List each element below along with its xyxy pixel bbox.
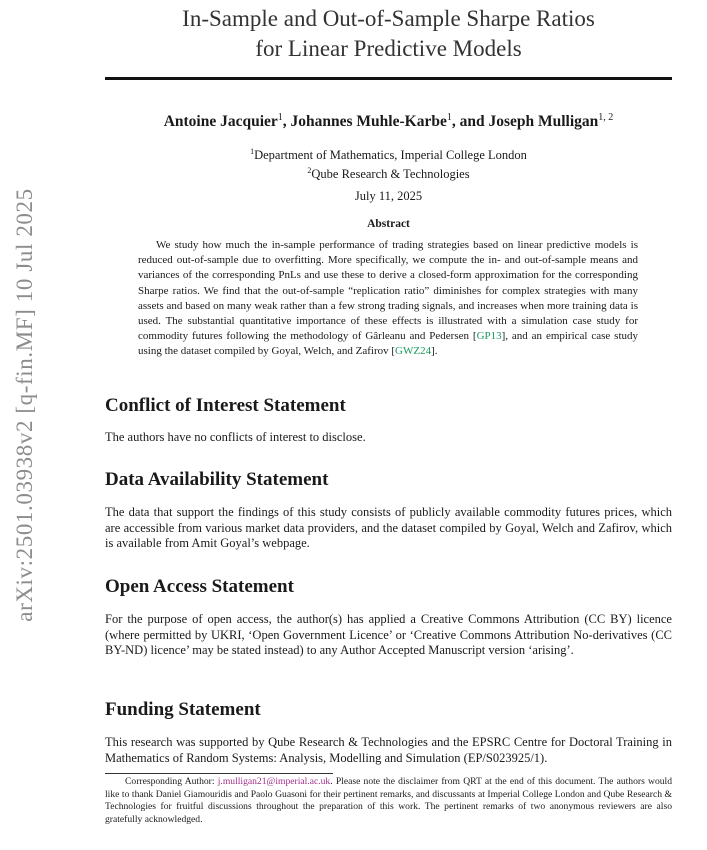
affiliations bbox=[105, 144, 672, 182]
paper-title-line-2: for Linear Predictive Models bbox=[255, 36, 522, 61]
title-rule bbox=[105, 77, 672, 80]
author-list bbox=[105, 112, 672, 131]
author-name: Johannes Muhle-Karbe bbox=[290, 113, 447, 131]
section-body: The data that support the findings of this study consists of publicly available commodity futures prices, which are accessible from various market data providers, and the dataset compiled by Goyal, Welch and Zafirov, which is available from Amit Goyal’s webpage. bbox=[105, 505, 672, 551]
section-heading: Data Availability Statement bbox=[105, 469, 329, 490]
section-body: For the purpose of open access, the author(s) has applied a Creative Commons Attribution (CC BY) licence (where permitted by UKRI, ‘Open Government Licence’ or ‘Creative Commons Attribution No-derivatives (CC BY-ND) licence’ may be stated instead) to any Author Accepted Manuscript version ‘arising’. bbox=[105, 612, 672, 658]
abstract-text: ]. bbox=[431, 345, 438, 358]
arxiv-identifier bbox=[0, 160, 50, 650]
section-open-access bbox=[105, 576, 672, 659]
citation-link[interactable]: GP13 bbox=[476, 330, 502, 343]
affiliation-line bbox=[105, 163, 672, 182]
email-link[interactable]: j.mulligan21@imperial.ac.uk bbox=[217, 776, 331, 787]
paper-title bbox=[105, 4, 672, 64]
affiliation-text: Department of Mathematics, Imperial College London bbox=[254, 148, 527, 163]
section-data-availability bbox=[105, 469, 672, 552]
author-affiliation-mark: 1, 2 bbox=[598, 112, 614, 123]
section-conflict-of-interest bbox=[105, 395, 672, 446]
author-affiliation-mark: 1 bbox=[446, 112, 452, 123]
footnote-text: . Please note the disclaimer from QRT at the end of this document. The authors would like to thank Daniel Giamouridis and Paolo Guasoni for their pertinent remarks, and discussants at Imperial College London and Qube Research & Technologies for fruitful discussions throughout the preparation of this work. The pertinent remarks of two anonymous reviewers are also gratefully acknowledged. bbox=[105, 776, 672, 825]
citation-link[interactable]: GWZ24 bbox=[395, 345, 432, 358]
section-heading: Open Access Statement bbox=[105, 576, 294, 597]
section-body: The authors have no conflicts of interest to disclose. bbox=[105, 430, 366, 444]
paper-title-line-1: In-Sample and Out-of-Sample Sharpe Ratios bbox=[182, 6, 595, 31]
section-funding bbox=[105, 699, 672, 766]
footnote bbox=[105, 776, 672, 826]
footnote-prefix: Corresponding Author: bbox=[125, 776, 218, 787]
publication-date: July 11, 2025 bbox=[354, 189, 423, 203]
author-separator: , and bbox=[451, 113, 489, 131]
author-name: Antoine Jacquier bbox=[163, 113, 278, 131]
abstract-text: We study how much the in-sample performance of trading strategies based on linear predictive models is reduced out-of-sample due to overfitting. More specifically, we compute the in- and out-of-sample means and variances of the corresponding PnLs and use these to derive a closed-form approximation for the corresponding Sharpe ratios. We find that the out-of-sample “replication ratio” diminishes for complex strategies with many assets and based on many weak rather than a few strong trading signals, and increases when more training data is used. The substantial quantitative importance of these effects is illustrated with a simulation case study for commodity futures following the methodology of Gârleanu and Pedersen [ bbox=[138, 239, 638, 343]
section-heading: Funding Statement bbox=[105, 699, 261, 720]
abstract-body bbox=[138, 238, 638, 360]
section-heading: Conflict of Interest Statement bbox=[105, 395, 346, 416]
section-body: This research was supported by Qube Research & Technologies and the EPSRC Centre for Doctoral Training in Mathematics of Random Systems: Analysis, Modelling and Simulation (EP/S023925/1). bbox=[105, 735, 672, 765]
affiliation-text: Qube Research & Technologies bbox=[311, 167, 470, 182]
affiliation-mark: 1 bbox=[250, 147, 255, 156]
footnote-rule bbox=[105, 773, 333, 774]
author-name: Joseph Mulligan bbox=[488, 113, 599, 131]
arxiv-identifier-text: arXiv:2501.03938v2 [q-fin.MF] 10 Jul 2025 bbox=[12, 188, 37, 622]
abstract-heading: Abstract bbox=[367, 218, 410, 230]
author-separator: , bbox=[282, 113, 291, 131]
affiliation-mark: 2 bbox=[307, 166, 312, 176]
author-affiliation-mark: 1 bbox=[277, 112, 283, 123]
abstract-text: ], and an empirical case study using the dataset compiled by Goyal, Welch, and Zafirov [ bbox=[138, 330, 638, 358]
affiliation-line bbox=[105, 144, 672, 163]
